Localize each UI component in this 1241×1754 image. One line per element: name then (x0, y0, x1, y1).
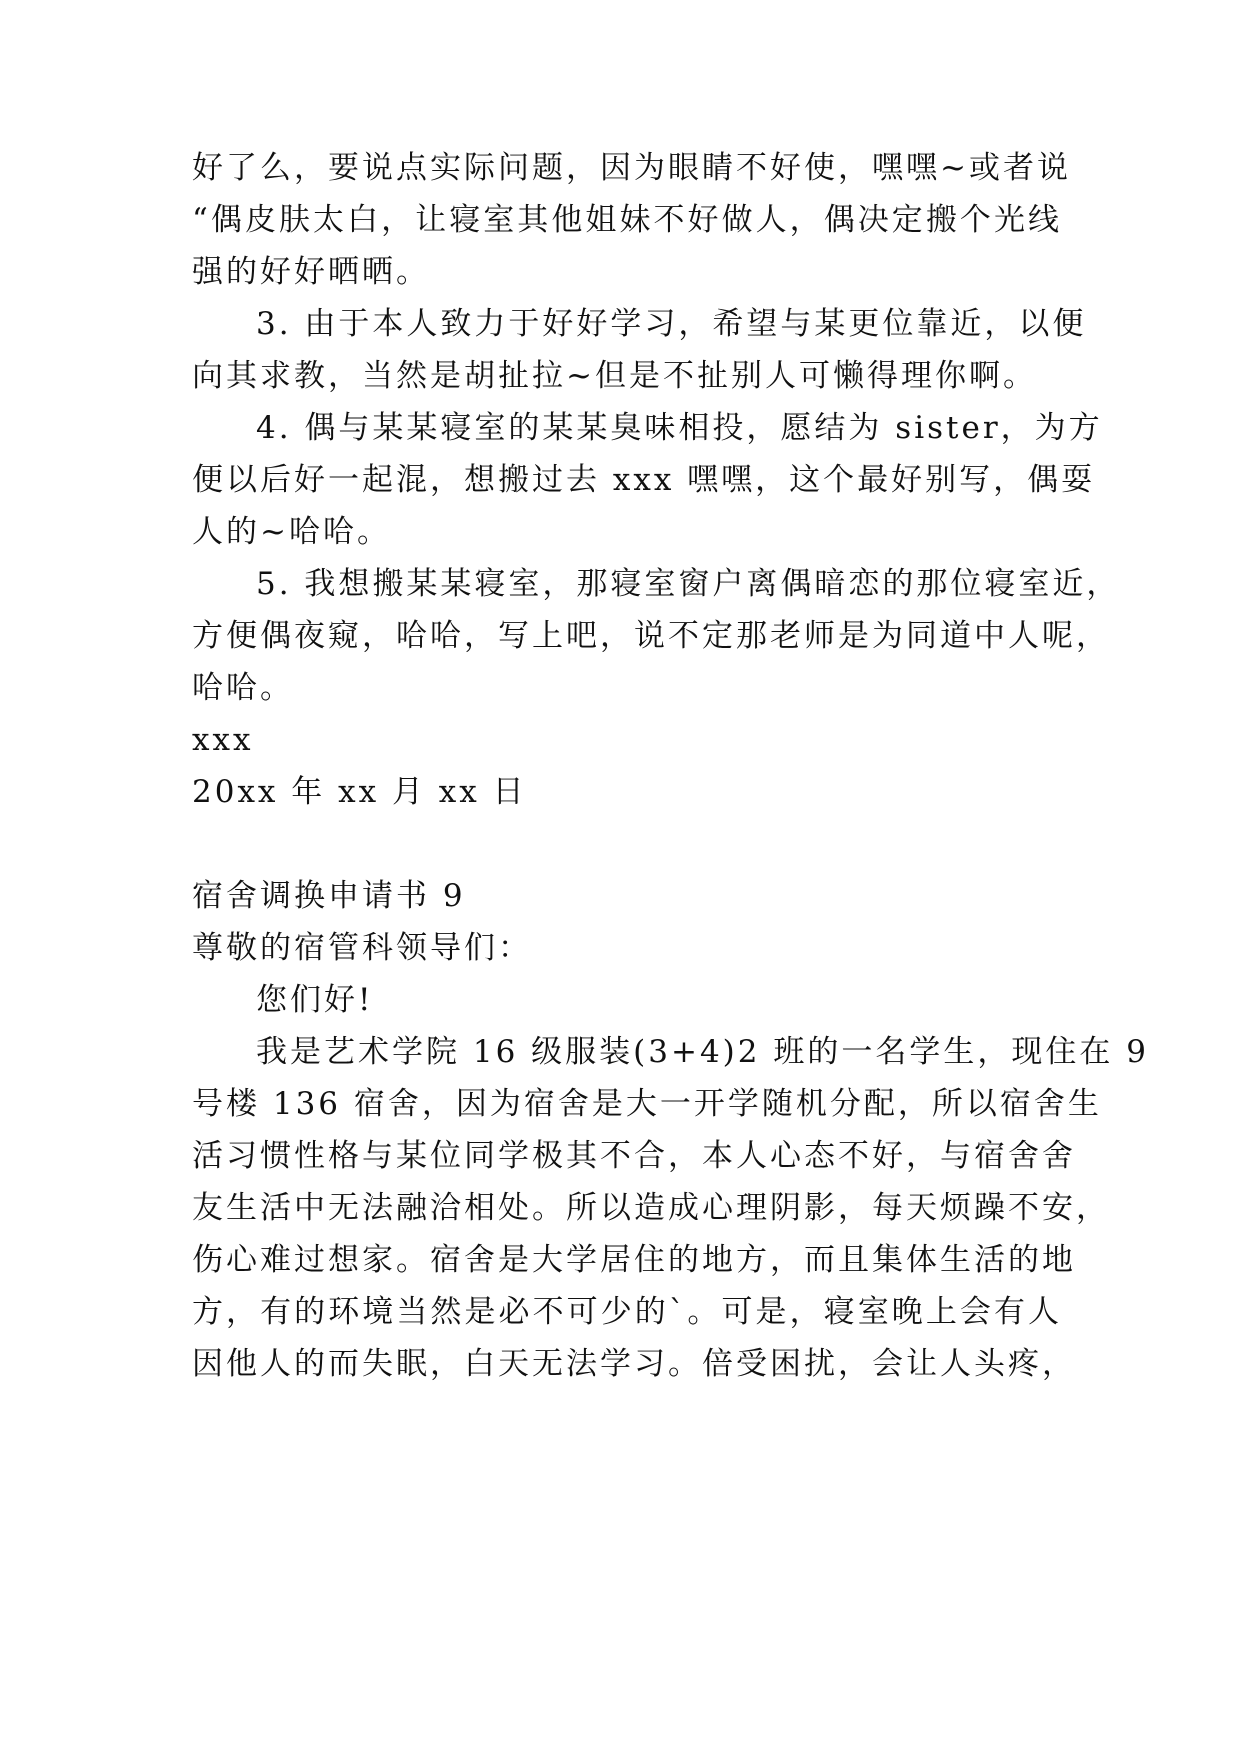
body-paragraph-line: 因他人的而失眠，白天无法学习。倍受困扰，会让人头疼， (192, 1346, 1076, 1382)
text-line: 方便偶夜窥，哈哈，写上吧，说不定那老师是为同道中人呢， (192, 618, 1110, 654)
text-line: “偶皮肤太白，让寝室其他姐妹不好做人，偶决定搬个光线 (192, 202, 1062, 238)
body-paragraph-line: 号楼 136 宿舍，因为宿舍是大一开学随机分配，所以宿舍生 (192, 1086, 1102, 1122)
text-line: 哈哈。 (192, 670, 294, 706)
signature-name: xxx (192, 722, 254, 758)
text-line: 便以后好一起混，想搬过去 xxx 嘿嘿，这个最好别写，偶耍 (192, 462, 1096, 498)
body-paragraph-line: 方，有的环境当然是必不可少的`。可是，寝室晚上会有人 (192, 1294, 1062, 1330)
text-line: 向其求教，当然是胡扯拉~但是不扯别人可懒得理你啊。 (192, 358, 1037, 394)
body-paragraph-line: 活习惯性格与某位同学极其不合，本人心态不好，与宿舍舍 (192, 1138, 1076, 1174)
body-paragraph-line: 我是艺术学院 16 级服装(3+4)2 班的一名学生，现住在 9 (256, 1034, 1149, 1070)
list-item-3: 3. 由于本人致力于好好学习，希望与某更位靠近，以便 (256, 306, 1087, 342)
signature-date: 20xx 年 xx 月 xx 日 (192, 774, 527, 810)
body-paragraph-line: 友生活中无法融洽相处。所以造成心理阴影，每天烦躁不安， (192, 1190, 1110, 1226)
greeting: 您们好! (256, 982, 374, 1018)
list-item-4: 4. 偶与某某寝室的某某臭味相投，愿结为 sister，为方 (256, 410, 1103, 446)
text-line: 人的~哈哈。 (192, 514, 391, 550)
text-line: 好了么，要说点实际问题，因为眼睛不好使，嘿嘿~或者说 (192, 150, 1071, 186)
section-title: 宿舍调换申请书 9 (192, 878, 466, 914)
body-paragraph-line: 伤心难过想家。宿舍是大学居住的地方，而且集体生活的地 (192, 1242, 1076, 1278)
list-item-5: 5. 我想搬某某寝室，那寝室窗户离偶暗恋的那位寝室近， (256, 566, 1121, 602)
salutation: 尊敬的宿管科领导们： (192, 930, 532, 966)
text-line: 强的好好晒晒。 (192, 254, 430, 290)
